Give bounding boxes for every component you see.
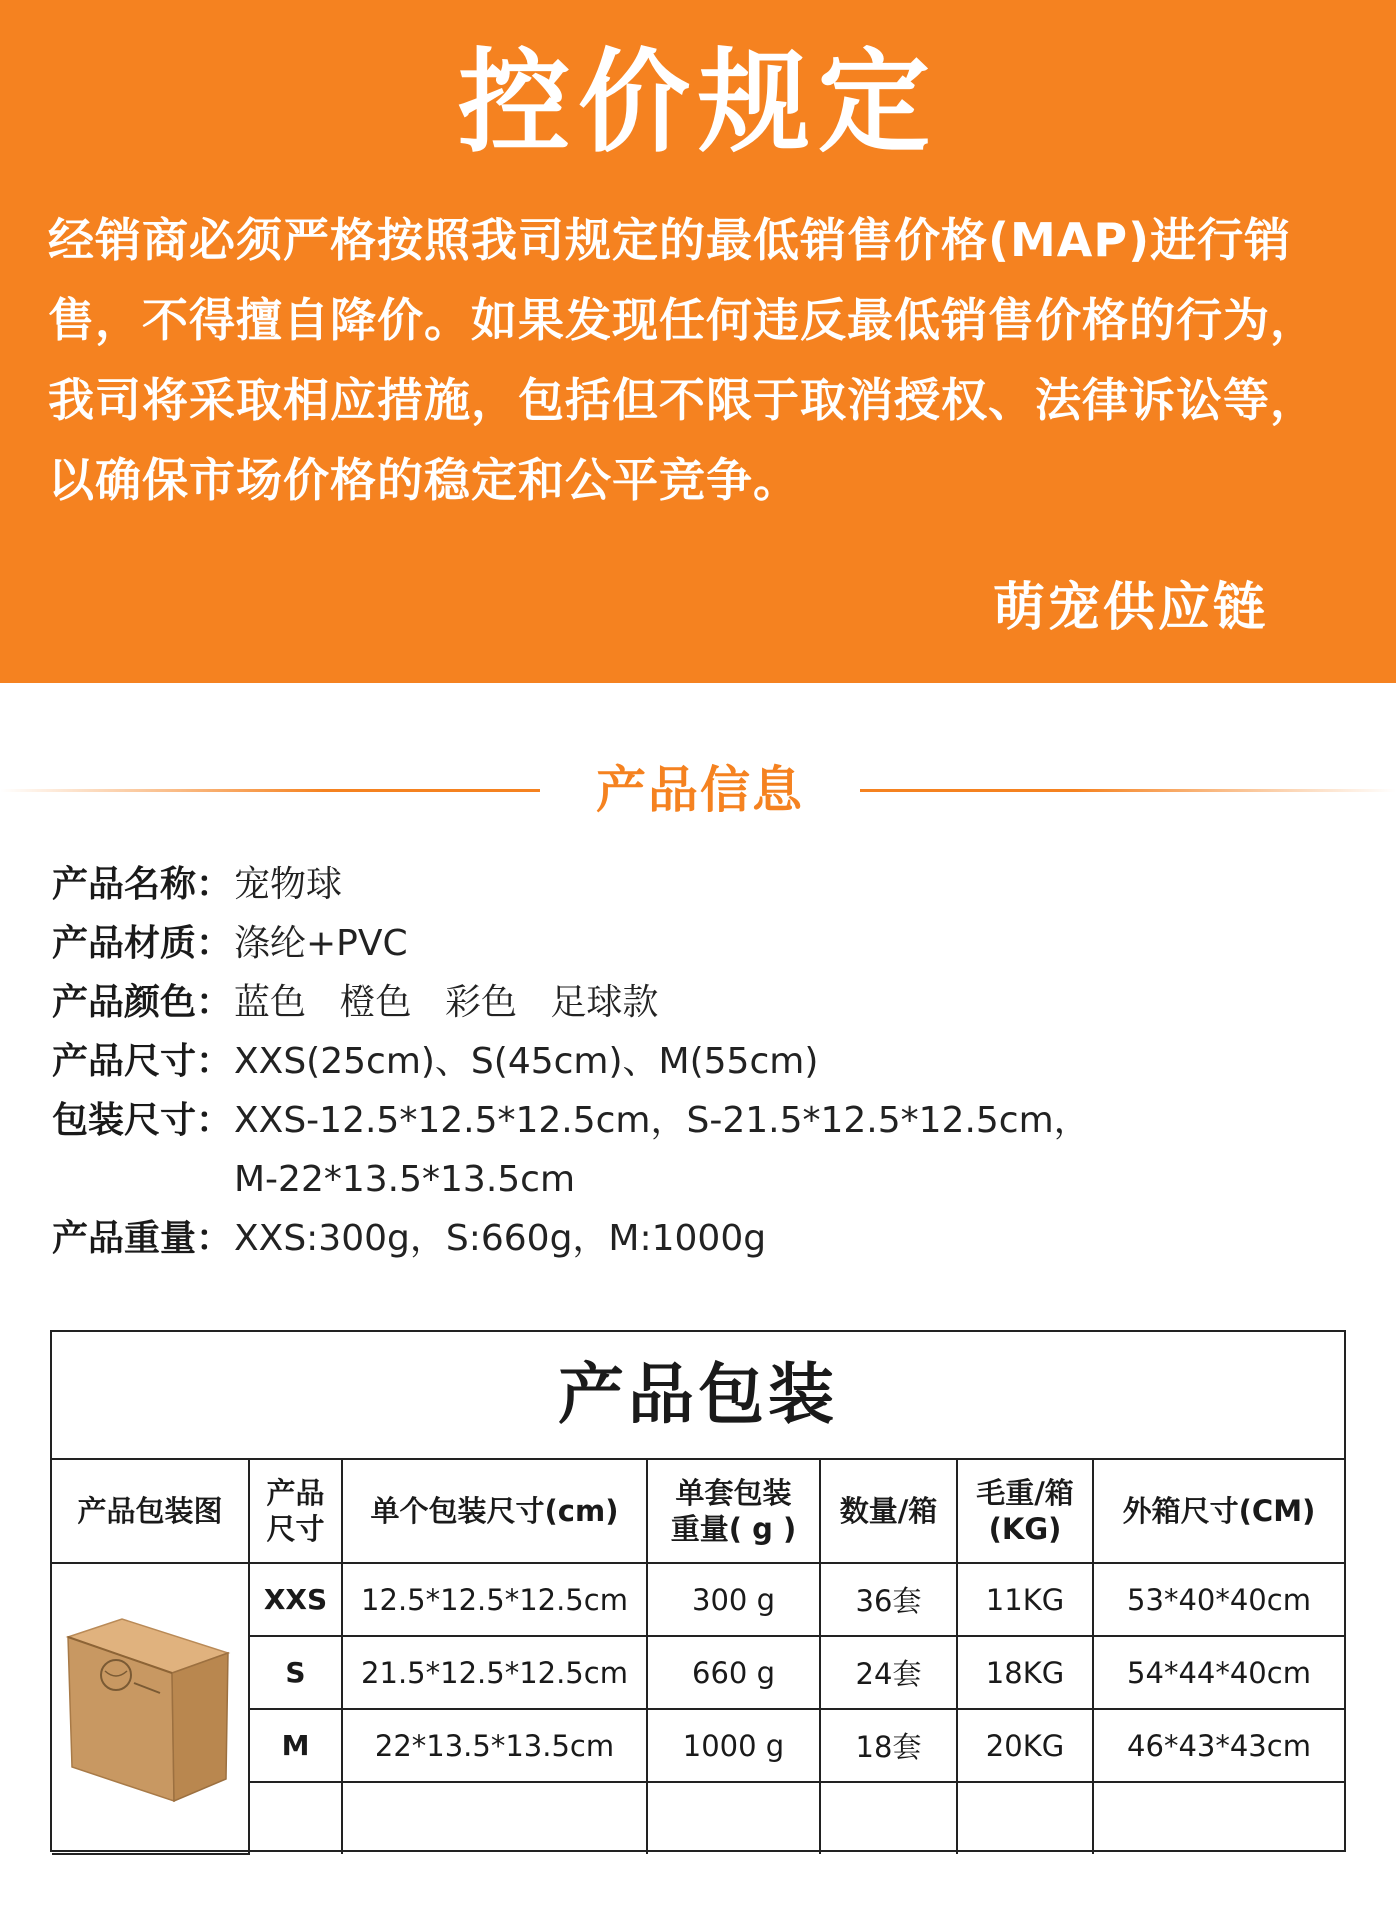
empty-cell [1093,1782,1344,1854]
banner-line: 我司将采取相应措施，包括但不限于取消授权、法律诉讼等， [48,373,1317,427]
empty-cell [957,1782,1093,1854]
header-image: 产品包装图 [52,1460,249,1563]
header-size-line: 尺寸 [266,1512,325,1546]
product-info-list [52,855,1352,1268]
product-info-heading [0,755,1396,825]
packaging-table [50,1330,1346,1852]
header-dimension: 单个包装尺寸(cm) [342,1460,647,1563]
empty-cell [249,1782,342,1854]
info-value [234,1091,1352,1209]
package-image-cell [52,1563,249,1854]
color-option: 彩色 [444,982,517,1023]
packaging-title: 产品包装 [52,1332,1344,1460]
info-row-size [52,1032,1352,1091]
banner-signature: 萌宠供应链 [992,578,1268,638]
empty-cell [342,1782,647,1854]
info-value: XXS(25cm)、S(45cm)、M(55cm) [234,1041,819,1082]
info-value: 涤纶+PVC [234,923,408,964]
header-gross [957,1460,1093,1563]
header-size [249,1460,342,1563]
color-option: 橙色 [339,982,412,1023]
cell-carton: 54*44*40cm [1093,1636,1344,1709]
cell-dimension: 22*13.5*13.5cm [342,1709,647,1782]
info-value-line: XXS-12.5*12.5*12.5cm，S-21.5*12.5*12.5cm， [234,1100,1090,1141]
cell-qty: 36套 [820,1563,957,1636]
banner-line: 售，不得擅自降价。如果发现任何违反最低销售价格的行为， [48,293,1317,347]
info-row-weight [52,1209,1352,1268]
cell-size: S [249,1636,342,1709]
cell-gross: 18KG [957,1636,1093,1709]
header-gross-line: 毛重/箱 [976,1476,1074,1510]
info-label: 包装尺寸： [52,1100,233,1141]
heading-divider-right [860,789,1396,792]
cell-size: M [249,1709,342,1782]
info-row-package [52,1091,1352,1209]
info-value: 宠物球 [234,864,343,905]
cell-carton: 53*40*40cm [1093,1563,1344,1636]
info-label: 产品尺寸： [52,1041,233,1082]
header-carton: 外箱尺寸(CM) [1093,1460,1344,1563]
header-size-line: 产品 [266,1476,325,1510]
banner-title: 控价规定 [458,38,938,168]
packaging-grid [52,1460,1344,1855]
header-weight-line: 重量( g ) [670,1512,797,1546]
cell-dimension: 21.5*12.5*12.5cm [342,1636,647,1709]
info-value: XXS:300g，S:660g，M:1000g [234,1218,767,1259]
table-header-row [52,1460,1344,1563]
cell-dimension: 12.5*12.5*12.5cm [342,1563,647,1636]
info-row-name [52,855,1352,914]
info-label: 产品名称： [52,864,233,905]
product-info-title: 产品信息 [596,761,804,819]
color-option: 足球款 [550,982,659,1023]
info-value-colors [234,973,1352,1032]
banner-body [48,200,1358,520]
cell-gross: 20KG [957,1709,1093,1782]
cardboard-box-image [60,1609,240,1809]
info-label: 产品重量： [52,1218,233,1259]
info-label: 产品颜色： [52,982,233,1023]
info-label: 产品材质： [52,923,233,964]
heading-divider-left [0,789,540,792]
table-row [52,1563,1344,1636]
empty-cell [647,1782,820,1854]
cell-weight: 300 g [647,1563,820,1636]
cell-gross: 11KG [957,1563,1093,1636]
banner-line: 经销商必须严格按照我司规定的最低销售价格(MAP)进行销 [48,213,1292,267]
price-control-banner [0,0,1396,683]
info-row-material [52,914,1352,973]
info-value-line: M-22*13.5*13.5cm [234,1159,576,1200]
header-weight [647,1460,820,1563]
cell-qty: 18套 [820,1709,957,1782]
cell-carton: 46*43*43cm [1093,1709,1344,1782]
cell-qty: 24套 [820,1636,957,1709]
empty-cell [820,1782,957,1854]
header-qty: 数量/箱 [820,1460,957,1563]
cell-weight: 660 g [647,1636,820,1709]
header-weight-line: 单套包装 [675,1476,792,1510]
cell-size: XXS [249,1563,342,1636]
cell-weight: 1000 g [647,1709,820,1782]
banner-line: 以确保市场价格的稳定和公平竞争。 [48,453,800,507]
info-row-color [52,973,1352,1032]
color-option: 蓝色 [234,982,307,1023]
header-gross-line: (KG) [988,1512,1062,1546]
